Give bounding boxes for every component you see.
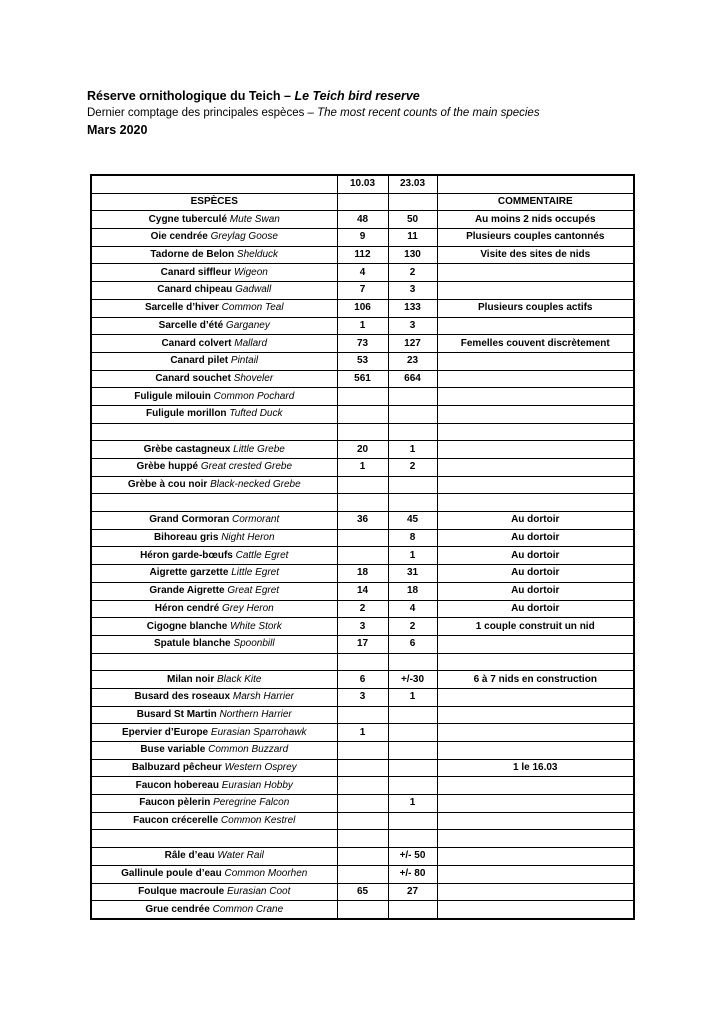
species-name-english: Great Egret <box>227 585 280 597</box>
species-row <box>91 529 634 547</box>
species-cell <box>91 671 337 689</box>
species-cell <box>91 742 337 760</box>
count-23-03: 130 <box>388 246 437 264</box>
count-10-03: 53 <box>337 352 388 370</box>
species-name-french: Héron garde-bœufs <box>140 549 233 561</box>
count-10-03: 73 <box>337 335 388 353</box>
species-row <box>91 653 634 671</box>
count-23-03: +/- 50 <box>388 848 437 866</box>
count-23-03: 8 <box>388 529 437 547</box>
species-name-english: Water Rail <box>217 850 264 862</box>
count-10-03: 65 <box>337 883 388 901</box>
count-10-03 <box>337 476 388 494</box>
species-name-french: Canard colvert <box>161 337 232 349</box>
count-23-03 <box>388 494 437 512</box>
species-name-english: Common Kestrel <box>220 815 296 827</box>
species-cell <box>91 901 337 919</box>
count-10-03: 1 <box>337 317 388 335</box>
species-name-english: Grey Heron <box>222 602 274 614</box>
species-name-french: Oie cendrée <box>150 231 208 243</box>
species-row <box>91 582 634 600</box>
comment-cell <box>437 352 634 370</box>
species-row <box>91 512 634 530</box>
count-23-03: 2 <box>388 459 437 477</box>
species-name-english: Common Crane <box>212 903 284 915</box>
species-name-english: Cattle Egret <box>235 549 289 561</box>
species-row <box>91 671 634 689</box>
subtitle-french: Dernier comptage des principales espèces – <box>87 107 318 119</box>
species-cell <box>91 830 337 848</box>
species-cell <box>91 229 337 247</box>
species-cell <box>91 246 337 264</box>
species-row <box>91 565 634 583</box>
species-name-english: Black-necked Grebe <box>210 479 301 491</box>
species-name-french: Foulque macroule <box>138 885 225 897</box>
species-cell <box>91 423 337 441</box>
species-name-french: Gallinule poule d’eau <box>121 868 222 880</box>
species-name-french: Faucon pèlerin <box>139 797 211 809</box>
comment-cell: Femelles couvent discrètement <box>437 335 634 353</box>
count-10-03: 9 <box>337 229 388 247</box>
species-name-french: Cigogne blanche <box>146 620 228 632</box>
species-name-french: Râle d’eau <box>164 850 215 862</box>
species-row <box>91 405 634 423</box>
empty-header-cell <box>337 193 388 211</box>
count-10-03: 36 <box>337 512 388 530</box>
species-row <box>91 600 634 618</box>
species-cell <box>91 282 337 300</box>
count-23-03 <box>388 388 437 406</box>
count-10-03 <box>337 901 388 919</box>
count-10-03 <box>337 494 388 512</box>
comment-cell: Au dortoir <box>437 565 634 583</box>
count-23-03: 1 <box>388 547 437 565</box>
date-header-1: 10.03 <box>337 175 388 193</box>
comment-cell <box>437 848 634 866</box>
count-23-03 <box>388 653 437 671</box>
document-title <box>87 88 687 105</box>
count-10-03: 1 <box>337 724 388 742</box>
comment-cell <box>437 812 634 830</box>
count-23-03 <box>388 777 437 795</box>
species-name-english: Tufted Duck <box>229 408 283 420</box>
species-cell <box>91 848 337 866</box>
count-10-03: 20 <box>337 441 388 459</box>
species-row <box>91 423 634 441</box>
comment-cell: Au dortoir <box>437 529 634 547</box>
species-cell <box>91 724 337 742</box>
species-row <box>91 724 634 742</box>
species-row <box>91 795 634 813</box>
species-name-french: Grèbe castagneux <box>143 443 231 455</box>
count-23-03: 3 <box>388 317 437 335</box>
species-cell <box>91 812 337 830</box>
count-23-03: 2 <box>388 264 437 282</box>
comment-cell <box>437 653 634 671</box>
comment-cell <box>437 370 634 388</box>
species-cell <box>91 865 337 883</box>
count-23-03: 1 <box>388 795 437 813</box>
count-10-03: 6 <box>337 671 388 689</box>
species-cell <box>91 600 337 618</box>
count-10-03: 561 <box>337 370 388 388</box>
count-10-03 <box>337 388 388 406</box>
species-name-french: Canard siffleur <box>160 266 232 278</box>
species-row <box>91 618 634 636</box>
species-cell <box>91 211 337 229</box>
species-row <box>91 688 634 706</box>
empty-header-cell <box>388 193 437 211</box>
species-name-english: Peregrine Falcon <box>213 797 290 809</box>
count-period: Mars 2020 <box>87 123 148 137</box>
comment-column-header: COMMENTAIRE <box>437 193 634 211</box>
species-name-french: Busard St Martin <box>136 708 217 720</box>
species-name-english: Mute Swan <box>229 213 280 225</box>
document-subtitle <box>87 105 687 121</box>
comment-cell <box>437 476 634 494</box>
count-23-03 <box>388 742 437 760</box>
comment-cell: Au moins 2 nids occupés <box>437 211 634 229</box>
species-name-french: Grue cendrée <box>145 903 210 915</box>
species-name-english: Night Heron <box>221 532 275 544</box>
species-cell <box>91 299 337 317</box>
species-name-french: Spatule blanche <box>153 638 231 650</box>
count-23-03: 23 <box>388 352 437 370</box>
count-23-03: 11 <box>388 229 437 247</box>
species-cell <box>91 618 337 636</box>
count-10-03: 3 <box>337 618 388 636</box>
comment-cell: Au dortoir <box>437 547 634 565</box>
species-row <box>91 299 634 317</box>
species-name-english: Eurasian Hobby <box>221 779 293 791</box>
species-row <box>91 635 634 653</box>
species-name-english: Great crested Grebe <box>200 461 293 473</box>
comment-cell <box>437 865 634 883</box>
species-name-english: Gadwall <box>235 284 272 296</box>
comment-cell <box>437 706 634 724</box>
species-name-french: Cygne tuberculé <box>148 213 228 225</box>
species-name-english: Cormorant <box>232 514 280 526</box>
species-row <box>91 547 634 565</box>
species-cell <box>91 795 337 813</box>
species-name-english: Northern Harrier <box>219 708 292 720</box>
comment-cell <box>437 282 634 300</box>
species-row <box>91 812 634 830</box>
count-10-03: 17 <box>337 635 388 653</box>
species-cell <box>91 706 337 724</box>
species-row <box>91 742 634 760</box>
species-name-french: Grèbe huppé <box>136 461 199 473</box>
count-10-03: 14 <box>337 582 388 600</box>
count-23-03 <box>388 759 437 777</box>
species-cell <box>91 653 337 671</box>
species-row <box>91 370 634 388</box>
count-10-03: 3 <box>337 688 388 706</box>
comment-cell: Au dortoir <box>437 582 634 600</box>
count-23-03: 2 <box>388 618 437 636</box>
species-name-french: Milan noir <box>167 673 215 685</box>
count-10-03: 106 <box>337 299 388 317</box>
count-23-03: 4 <box>388 600 437 618</box>
count-23-03: 6 <box>388 635 437 653</box>
species-name-french: Epervier d’Europe <box>121 726 209 738</box>
comment-cell: 6 à 7 nids en construction <box>437 671 634 689</box>
species-name-english: Garganey <box>225 319 270 331</box>
count-23-03: 127 <box>388 335 437 353</box>
species-cell <box>91 335 337 353</box>
species-name-english: Shelduck <box>236 249 279 261</box>
species-cell <box>91 512 337 530</box>
comment-cell <box>437 459 634 477</box>
species-name-french: Grand Cormoran <box>149 514 230 526</box>
species-row <box>91 494 634 512</box>
date-header-2: 23.03 <box>388 175 437 193</box>
species-count-table <box>90 174 635 920</box>
species-row <box>91 759 634 777</box>
species-cell <box>91 582 337 600</box>
count-10-03 <box>337 742 388 760</box>
date-header-row <box>91 175 634 193</box>
species-name-french: Busard des roseaux <box>134 691 231 703</box>
count-23-03: 1 <box>388 688 437 706</box>
species-row <box>91 706 634 724</box>
species-name-french: Canard pilet <box>170 355 229 367</box>
count-10-03: 2 <box>337 600 388 618</box>
count-10-03 <box>337 759 388 777</box>
comment-cell: Plusieurs couples actifs <box>437 299 634 317</box>
empty-header-cell <box>437 175 634 193</box>
species-row <box>91 388 634 406</box>
species-name-french: Canard souchet <box>155 372 231 384</box>
count-23-03 <box>388 476 437 494</box>
species-cell <box>91 565 337 583</box>
species-name-english: Shoveler <box>233 372 274 384</box>
count-23-03: 133 <box>388 299 437 317</box>
species-cell <box>91 441 337 459</box>
species-row <box>91 211 634 229</box>
species-name-english: Common Moorhen <box>224 868 308 880</box>
species-cell <box>91 317 337 335</box>
species-row <box>91 317 634 335</box>
species-name-french: Grande Aigrette <box>149 585 225 597</box>
comment-cell: 1 le 16.03 <box>437 759 634 777</box>
species-row <box>91 282 634 300</box>
species-name-english: Marsh Harrier <box>232 691 294 703</box>
comment-cell: Au dortoir <box>437 600 634 618</box>
species-name-english: Black Kite <box>217 673 262 685</box>
comment-cell: 1 couple construit un nid <box>437 618 634 636</box>
species-name-french: Faucon crécerelle <box>133 815 219 827</box>
count-23-03 <box>388 901 437 919</box>
count-10-03: 18 <box>337 565 388 583</box>
empty-header-cell <box>91 175 337 193</box>
comment-cell <box>437 883 634 901</box>
species-name-french: Tadorne de Belon <box>150 249 235 261</box>
count-23-03 <box>388 830 437 848</box>
comment-cell <box>437 635 634 653</box>
comment-cell <box>437 405 634 423</box>
count-23-03 <box>388 724 437 742</box>
comment-cell: Plusieurs couples cantonnés <box>437 229 634 247</box>
species-name-english: Pintail <box>230 355 259 367</box>
subtitle-english: The most recent counts of the main species <box>317 107 540 119</box>
species-name-english: Eurasian Coot <box>227 885 291 897</box>
count-23-03: +/-30 <box>388 671 437 689</box>
species-cell <box>91 883 337 901</box>
count-10-03 <box>337 405 388 423</box>
count-10-03 <box>337 777 388 795</box>
species-cell <box>91 352 337 370</box>
count-23-03 <box>388 423 437 441</box>
count-23-03: 18 <box>388 582 437 600</box>
count-10-03 <box>337 653 388 671</box>
count-10-03 <box>337 423 388 441</box>
species-row <box>91 335 634 353</box>
species-row <box>91 476 634 494</box>
count-10-03 <box>337 529 388 547</box>
species-row <box>91 777 634 795</box>
species-column-header: ESPÈCES <box>91 193 337 211</box>
species-cell <box>91 370 337 388</box>
species-name-english: White Stork <box>230 620 282 632</box>
comment-cell <box>437 777 634 795</box>
count-10-03: 112 <box>337 246 388 264</box>
species-name-english: Greylag Goose <box>210 231 278 243</box>
species-name-french: Héron cendré <box>154 602 220 614</box>
count-23-03: 1 <box>388 441 437 459</box>
count-23-03 <box>388 706 437 724</box>
count-10-03 <box>337 706 388 724</box>
species-cell <box>91 547 337 565</box>
species-name-french: Balbuzard pêcheur <box>131 762 222 774</box>
species-cell <box>91 759 337 777</box>
count-23-03: 3 <box>388 282 437 300</box>
species-cell <box>91 476 337 494</box>
species-row <box>91 883 634 901</box>
title-english: Le Teich bird reserve <box>294 89 420 103</box>
species-name-english: Little Egret <box>231 567 279 579</box>
species-name-english: Western Osprey <box>224 762 297 774</box>
species-cell <box>91 459 337 477</box>
comment-cell <box>437 688 634 706</box>
species-name-english: Mallard <box>234 337 268 349</box>
species-cell <box>91 688 337 706</box>
species-cell <box>91 529 337 547</box>
comment-cell <box>437 441 634 459</box>
species-row <box>91 830 634 848</box>
species-cell <box>91 264 337 282</box>
species-cell <box>91 405 337 423</box>
species-row <box>91 901 634 919</box>
species-table-body <box>91 175 634 919</box>
count-23-03: 31 <box>388 565 437 583</box>
comment-cell <box>437 724 634 742</box>
comment-cell <box>437 388 634 406</box>
species-row <box>91 352 634 370</box>
species-cell <box>91 388 337 406</box>
species-name-french: Fuligule morillon <box>145 408 227 420</box>
count-10-03: 7 <box>337 282 388 300</box>
count-23-03: +/- 80 <box>388 865 437 883</box>
comment-cell <box>437 494 634 512</box>
species-name-english: Common Buzzard <box>208 744 289 756</box>
count-10-03 <box>337 547 388 565</box>
species-row <box>91 459 634 477</box>
species-name-french: Sarcelle d’hiver <box>144 302 219 314</box>
comment-cell <box>437 742 634 760</box>
count-10-03 <box>337 865 388 883</box>
comment-cell: Au dortoir <box>437 512 634 530</box>
count-23-03: 664 <box>388 370 437 388</box>
comment-cell <box>437 901 634 919</box>
species-name-english: Common Pochard <box>213 390 295 402</box>
count-10-03 <box>337 812 388 830</box>
count-23-03 <box>388 812 437 830</box>
comment-cell <box>437 264 634 282</box>
species-name-french: Grèbe à cou noir <box>127 479 208 491</box>
count-10-03: 1 <box>337 459 388 477</box>
species-name-english: Eurasian Sparrohawk <box>210 726 307 738</box>
species-name-english: Spoonbill <box>233 638 275 650</box>
species-cell <box>91 635 337 653</box>
count-23-03 <box>388 405 437 423</box>
species-row <box>91 246 634 264</box>
document-header <box>87 88 687 139</box>
title-french: Réserve ornithologique du Teich – <box>87 89 295 103</box>
species-name-english: Wigeon <box>234 266 268 278</box>
species-name-english: Common Teal <box>221 302 284 314</box>
count-23-03: 45 <box>388 512 437 530</box>
species-name-english: Little Grebe <box>233 443 285 455</box>
comment-cell <box>437 423 634 441</box>
comment-cell <box>437 830 634 848</box>
species-name-french: Aigrette garzette <box>149 567 229 579</box>
species-row <box>91 264 634 282</box>
species-row <box>91 229 634 247</box>
species-row <box>91 865 634 883</box>
species-name-french: Fuligule milouin <box>134 390 211 402</box>
species-name-french: Canard chipeau <box>157 284 233 296</box>
species-cell <box>91 494 337 512</box>
count-10-03 <box>337 848 388 866</box>
count-23-03: 27 <box>388 883 437 901</box>
species-name-french: Buse variable <box>140 744 206 756</box>
species-name-french: Sarcelle d’été <box>158 319 224 331</box>
comment-cell <box>437 795 634 813</box>
count-10-03: 4 <box>337 264 388 282</box>
comment-cell <box>437 317 634 335</box>
species-cell <box>91 777 337 795</box>
count-10-03 <box>337 830 388 848</box>
comment-cell: Visite des sites de nids <box>437 246 634 264</box>
count-10-03 <box>337 795 388 813</box>
count-10-03: 48 <box>337 211 388 229</box>
species-row <box>91 441 634 459</box>
count-23-03: 50 <box>388 211 437 229</box>
column-header-row <box>91 193 634 211</box>
species-name-french: Faucon hobereau <box>135 779 219 791</box>
species-name-french: Bihoreau gris <box>153 532 219 544</box>
species-row <box>91 848 634 866</box>
